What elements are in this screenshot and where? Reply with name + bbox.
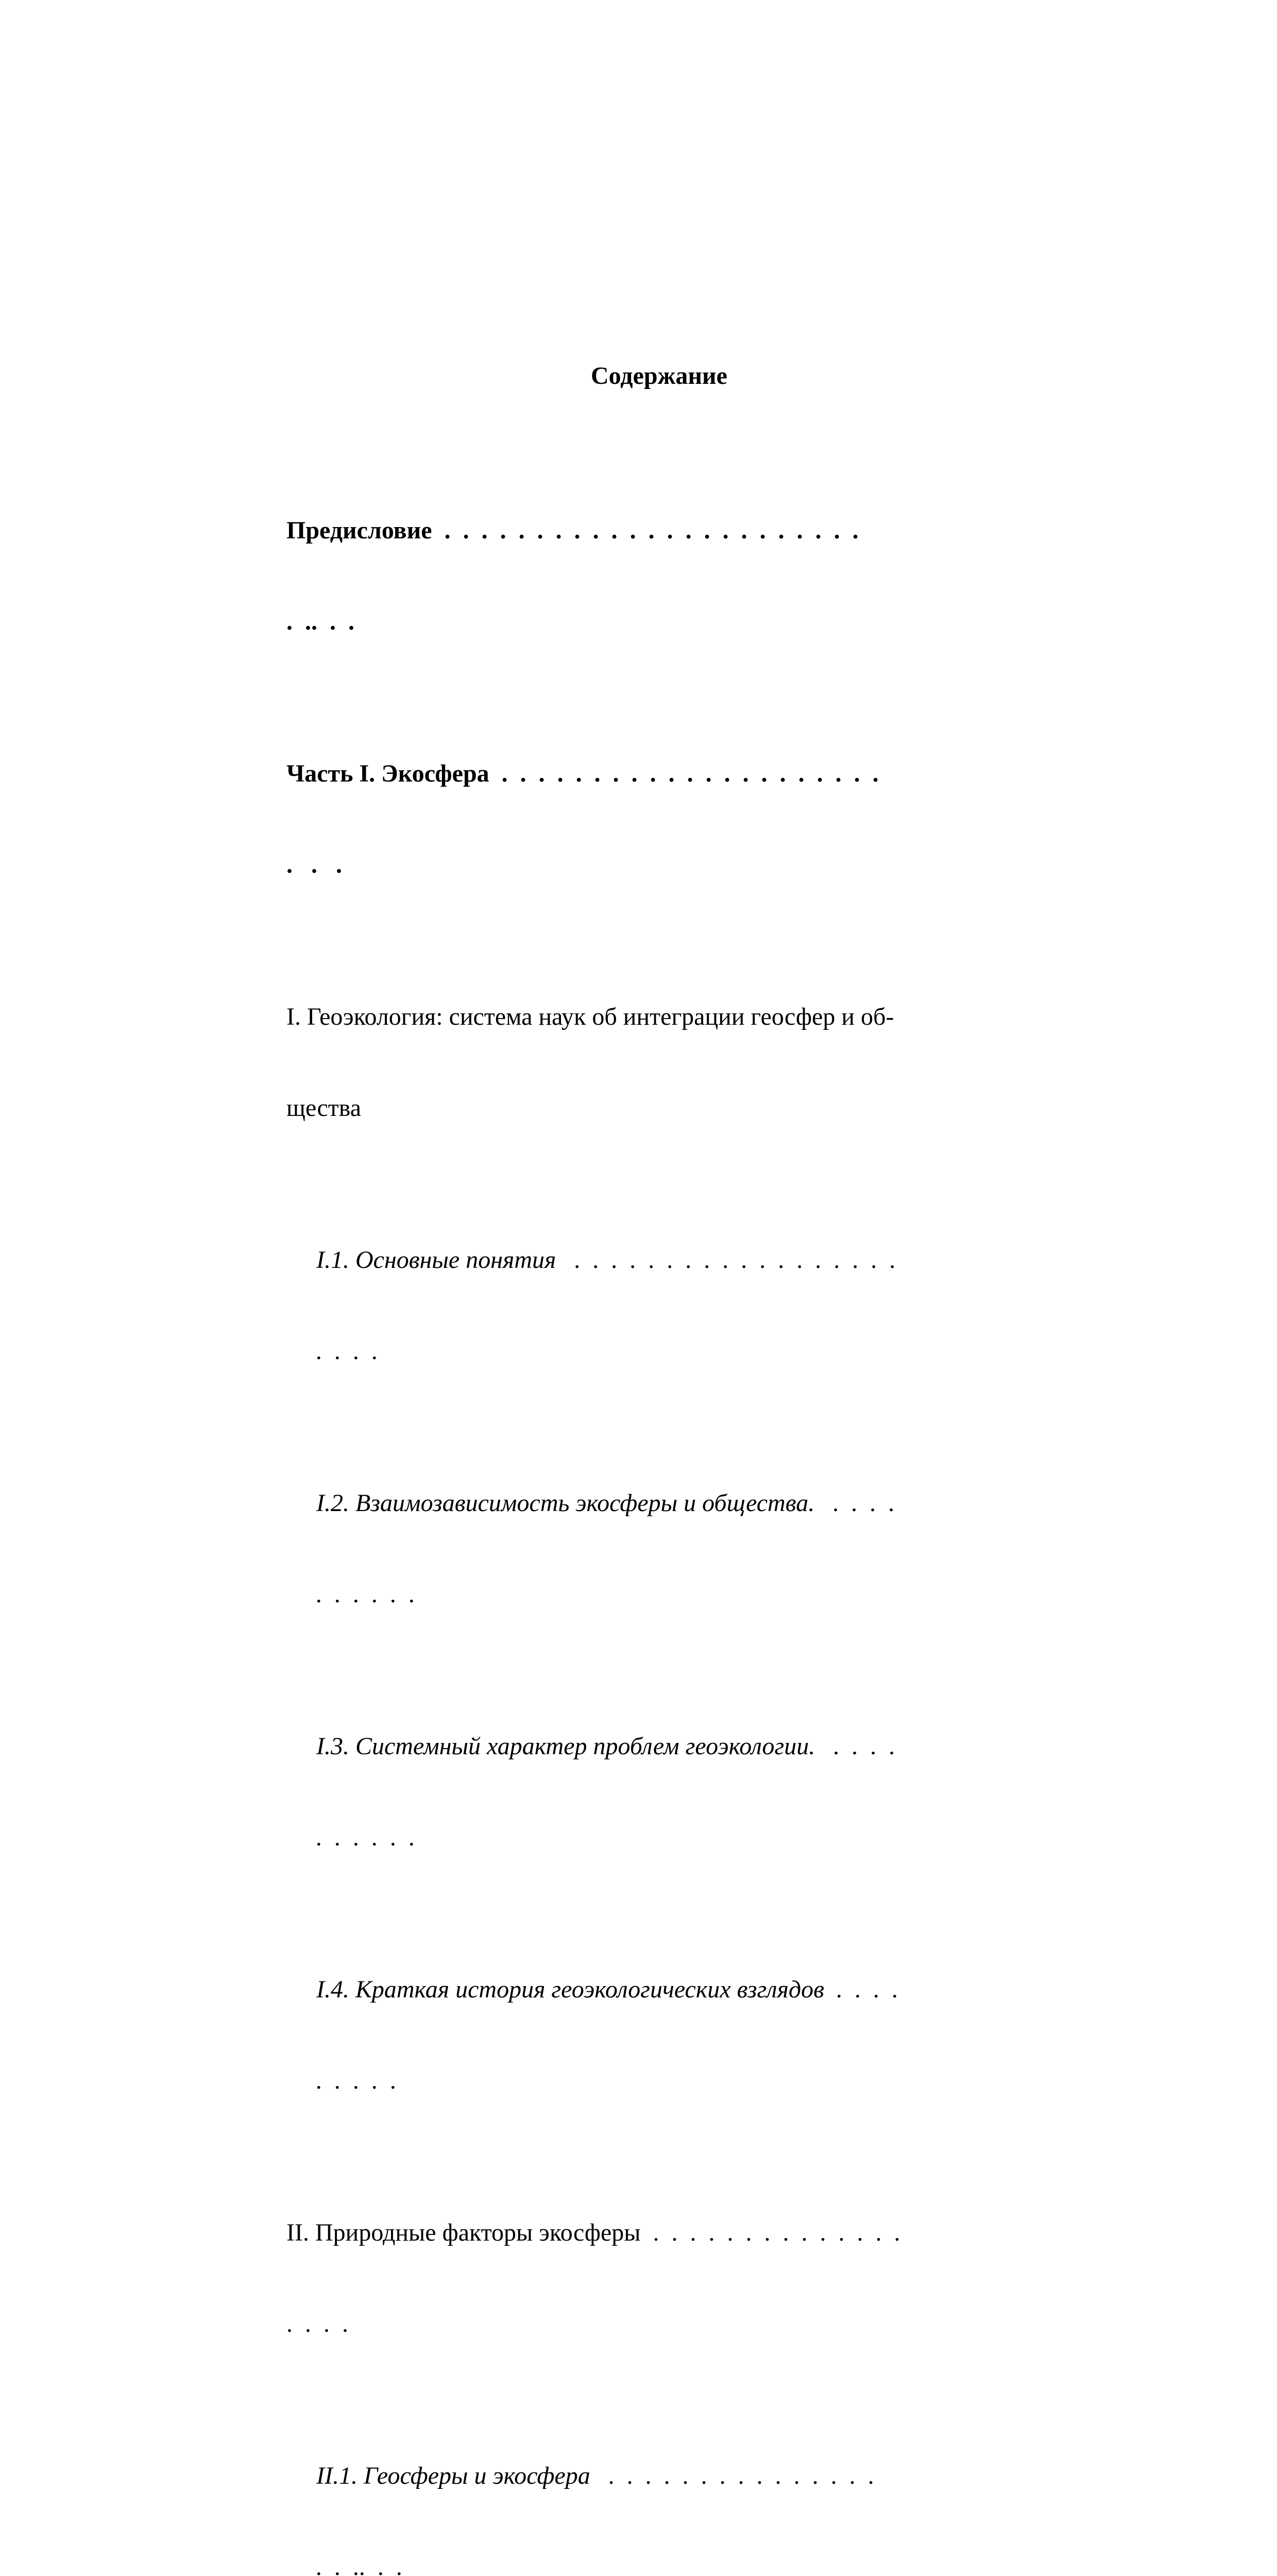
toc-entry-leader: . . . . <box>286 2310 348 2337</box>
table-of-contents <box>286 454 956 2576</box>
toc-entry-s1-2[interactable] <box>286 1427 956 1670</box>
toc-entry-text: I.3. Системный характер проблем геоэкологии. . . . . <box>316 1733 896 1760</box>
toc-entry-leader: . . .. . . <box>316 2553 403 2576</box>
toc-entry-leader: . . . . . <box>316 2067 397 2094</box>
toc-entry-leader: . .. . . <box>286 608 354 635</box>
toc-entry-text: I. Геоэкология: система наук об интеграции геосфер и об- <box>286 1003 894 1030</box>
toc-entry-part1[interactable] <box>286 698 956 941</box>
toc-entry-ch1[interactable] <box>286 941 956 1184</box>
toc-entry-leader: . . . . . . <box>316 1824 415 1851</box>
toc-entry-s1-3[interactable] <box>286 1670 956 1913</box>
toc-entry-leader: . . . . . . <box>316 1581 415 1608</box>
toc-entry-text: I.4. Краткая история геоэкологических взглядов . . . . <box>316 1976 898 2003</box>
toc-entry-text: I.1. Основные понятия . . . . . . . . . . . . . . . . . . <box>316 1246 896 1274</box>
toc-entry-s1-1[interactable] <box>286 1184 956 1427</box>
toc-entry-text: II.1. Геосферы и экосфера . . . . . . . . . . . . . . . <box>316 2462 875 2489</box>
page-title: Содержание <box>591 362 727 389</box>
toc-entry-leader: . . . . <box>316 1337 378 1365</box>
toc-entry-text: I.2. Взаимозависимость экосферы и общества. . . . . <box>316 1489 895 1517</box>
toc-entry-text: Часть I. Экосфера . . . . . . . . . . . . . . . . . . . . . <box>286 760 879 787</box>
toc-entry-ch2[interactable] <box>286 2157 956 2400</box>
toc-entry-s2-1[interactable] <box>286 2400 956 2576</box>
toc-entry-preface[interactable] <box>286 454 956 698</box>
toc-entry-s1-4[interactable] <box>286 1913 956 2157</box>
toc-entry-text: Предисловие . . . . . . . . . . . . . . . . . . . . . . . <box>286 517 859 544</box>
toc-entry-text-continued: щества <box>286 1094 362 1122</box>
toc-entry-text: II. Природные факторы экосферы . . . . . . . . . . . . . . <box>286 2219 900 2246</box>
toc-entry-leader: . . . <box>286 851 342 878</box>
